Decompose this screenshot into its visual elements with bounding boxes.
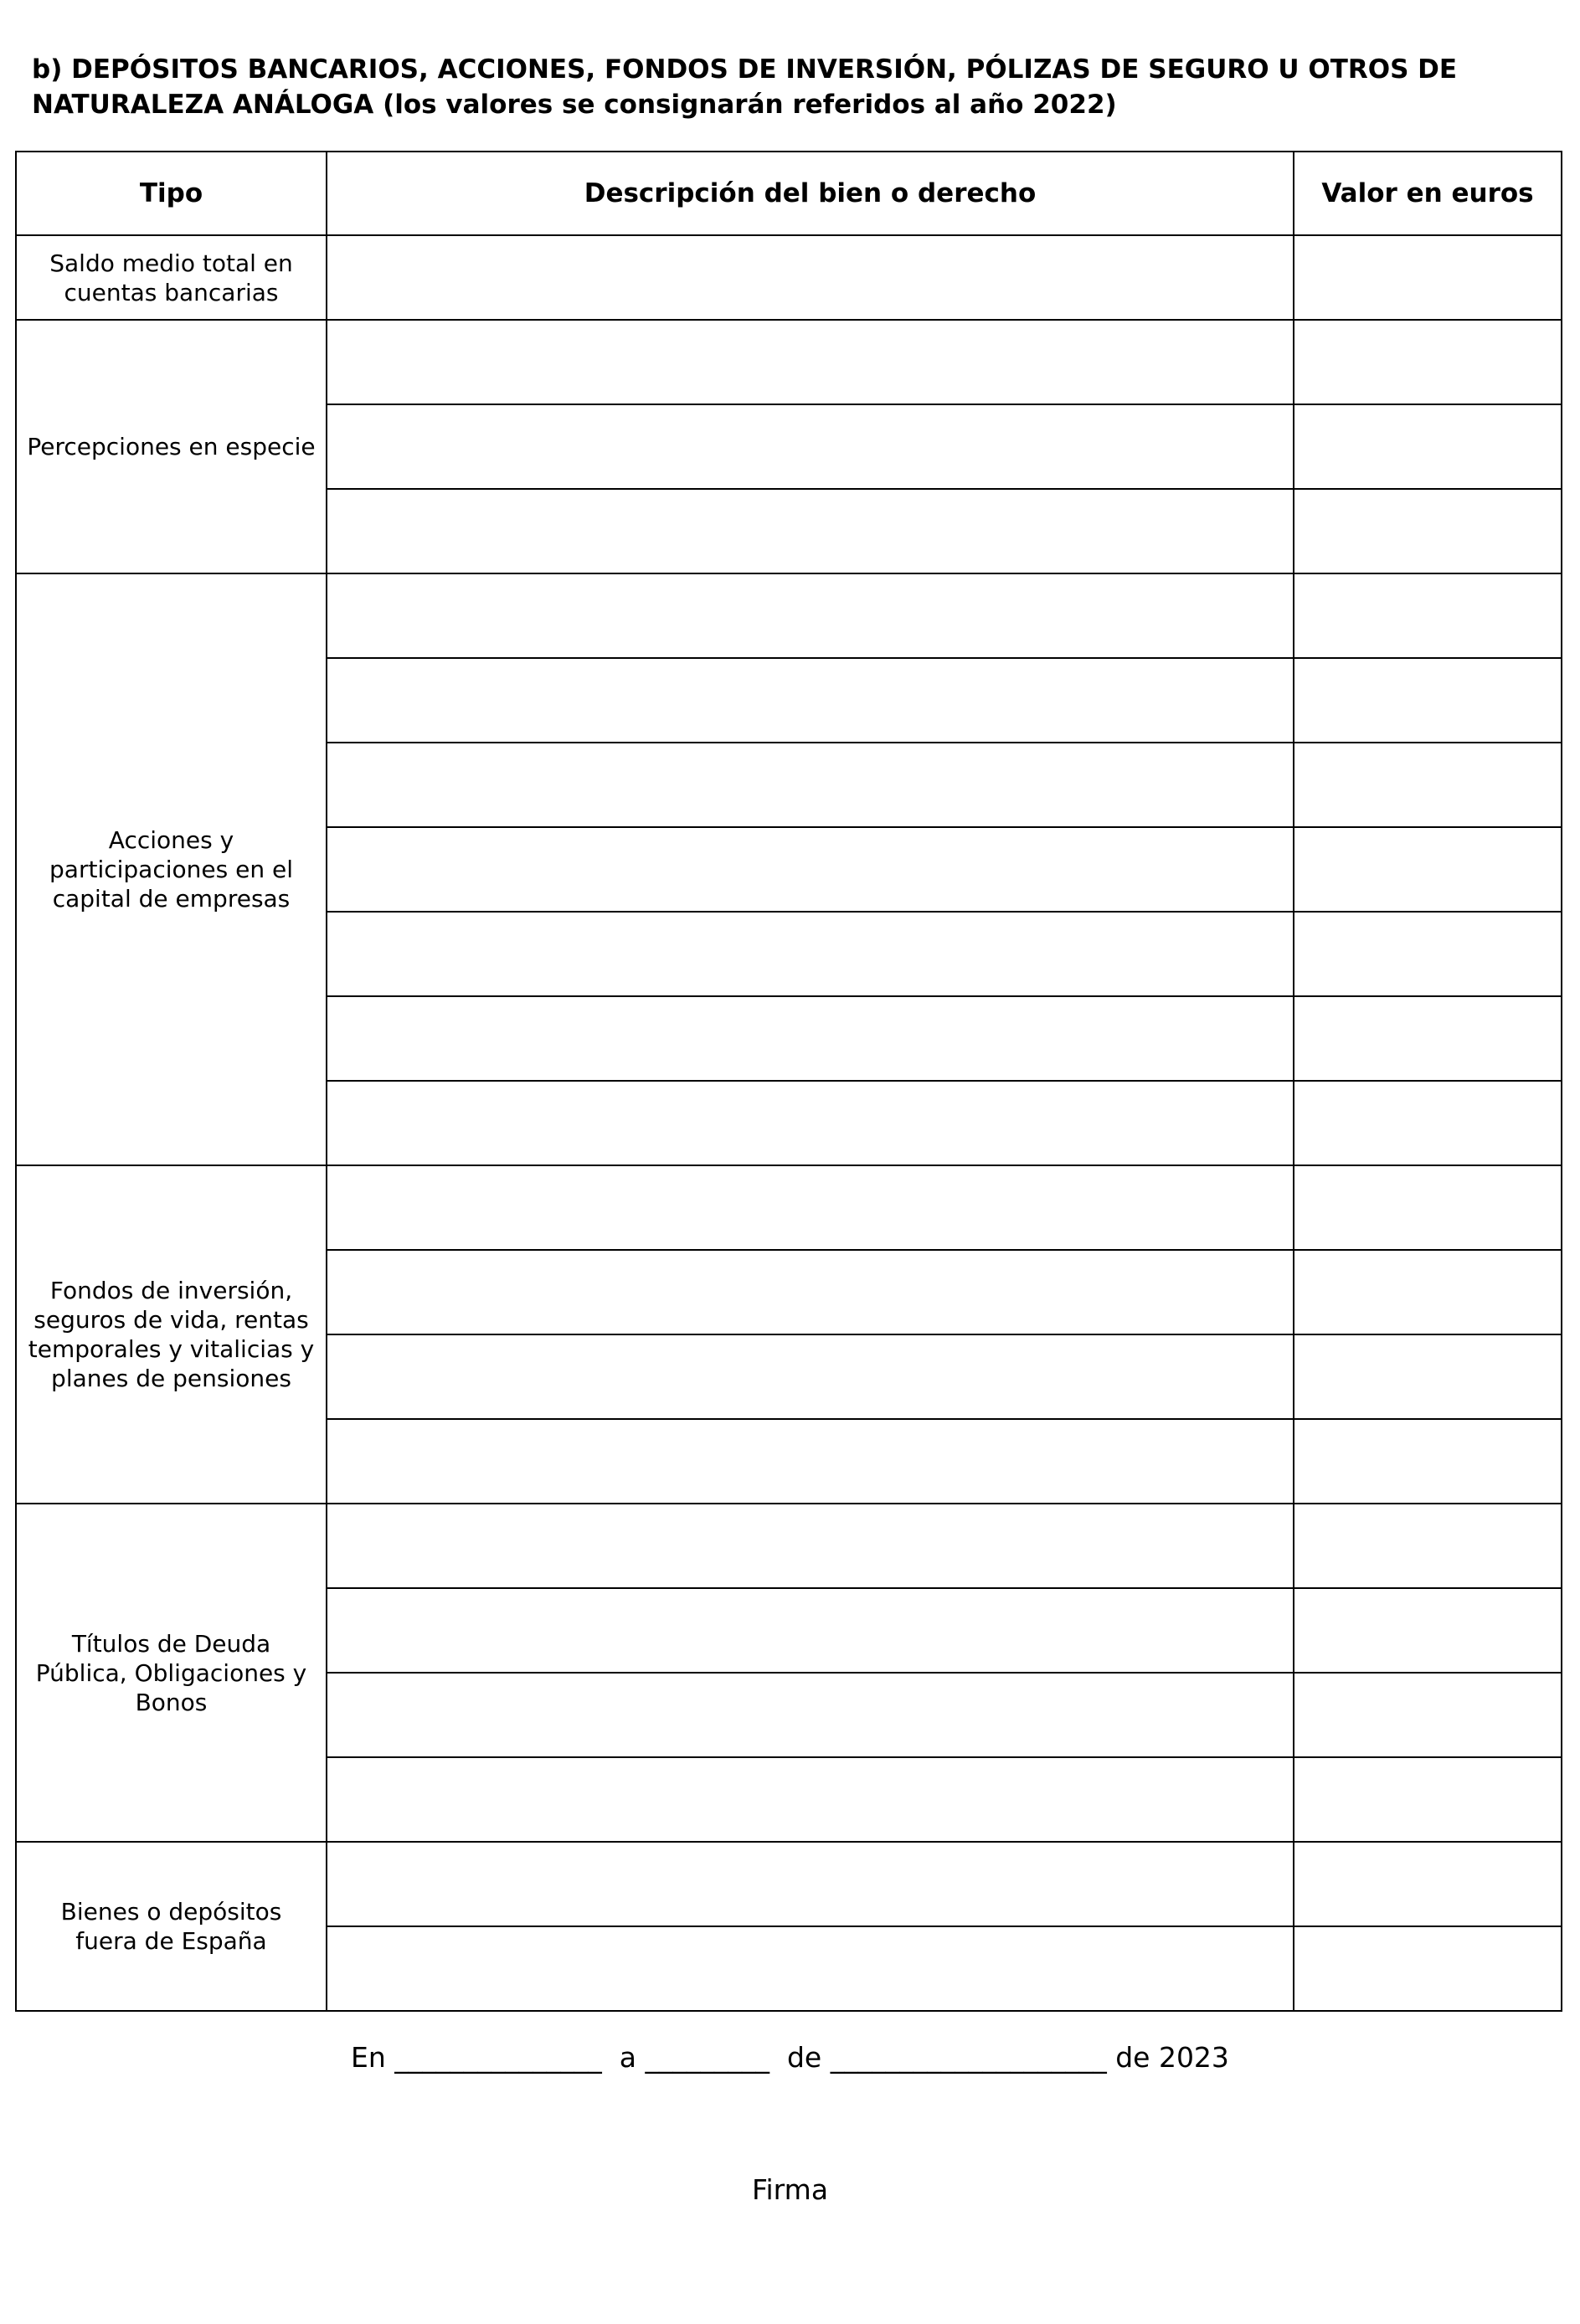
description-cell[interactable]: [327, 1419, 1294, 1504]
description-cell[interactable]: [327, 1165, 1294, 1250]
table-row: [16, 1842, 1562, 1926]
assets-table: [15, 151, 1562, 2012]
description-cell[interactable]: [327, 1842, 1294, 1926]
value-cell[interactable]: [1294, 1334, 1562, 1419]
value-cell[interactable]: [1294, 827, 1562, 912]
description-cell[interactable]: [327, 912, 1294, 996]
description-cell[interactable]: [327, 1757, 1294, 1842]
row-type-label: Fondos de inversión, seguros de vida, rentas temporales y vitalicias y planes de pensiones: [16, 1165, 327, 1504]
table-row: [16, 235, 1562, 320]
value-cell[interactable]: [1294, 1842, 1562, 1926]
value-cell[interactable]: [1294, 1419, 1562, 1504]
value-cell[interactable]: [1294, 404, 1562, 489]
row-type-label: Títulos de Deuda Pública, Obligaciones y Bonos: [16, 1504, 327, 1842]
date-place-line: En _______________ a _________ de ____________________ de 2023: [351, 2041, 1229, 2074]
column-header-valor: Valor en euros: [1294, 152, 1562, 235]
value-cell[interactable]: [1294, 1250, 1562, 1334]
value-cell[interactable]: [1294, 1165, 1562, 1250]
signature-label: Firma: [751, 2173, 829, 2206]
description-cell[interactable]: [327, 1504, 1294, 1588]
description-cell[interactable]: [327, 1588, 1294, 1673]
table-row: [16, 320, 1562, 404]
description-cell[interactable]: [327, 1250, 1294, 1334]
value-cell[interactable]: [1294, 489, 1562, 573]
description-cell[interactable]: [327, 320, 1294, 404]
table-body: [16, 235, 1562, 2011]
column-header-descripcion: Descripción del bien o derecho: [327, 152, 1294, 235]
row-type-label: Bienes o depósitos fuera de España: [16, 1842, 327, 2011]
value-cell[interactable]: [1294, 573, 1562, 658]
description-cell[interactable]: [327, 996, 1294, 1081]
table-row: [16, 573, 1562, 658]
table-header-row: [16, 152, 1562, 235]
value-cell[interactable]: [1294, 1757, 1562, 1842]
value-cell[interactable]: [1294, 235, 1562, 320]
value-cell[interactable]: [1294, 912, 1562, 996]
value-cell[interactable]: [1294, 1673, 1562, 1757]
description-cell[interactable]: [327, 1673, 1294, 1757]
description-cell[interactable]: [327, 1334, 1294, 1419]
table-row: [16, 1504, 1562, 1588]
description-cell[interactable]: [327, 404, 1294, 489]
description-cell[interactable]: [327, 489, 1294, 573]
section-heading-note: (los valores se consignarán referidos al año 2022): [373, 90, 1117, 120]
value-cell[interactable]: [1294, 320, 1562, 404]
column-header-tipo: Tipo: [16, 152, 327, 235]
description-cell[interactable]: [327, 1081, 1294, 1165]
value-cell[interactable]: [1294, 658, 1562, 743]
section-heading-title: b) DEPÓSITOS BANCARIOS, ACCIONES, FONDOS DE INVERSIÓN, PÓLIZAS DE SEGURO U OTROS DE NATURALEZA ANÁLOGA: [32, 54, 1458, 120]
description-cell[interactable]: [327, 1926, 1294, 2011]
value-cell[interactable]: [1294, 1588, 1562, 1673]
description-cell[interactable]: [327, 827, 1294, 912]
row-type-label: Acciones y participaciones en el capital de empresas: [16, 573, 327, 1165]
value-cell[interactable]: [1294, 1081, 1562, 1165]
value-cell[interactable]: [1294, 996, 1562, 1081]
description-cell[interactable]: [327, 573, 1294, 658]
description-cell[interactable]: [327, 658, 1294, 743]
table-row: [16, 1165, 1562, 1250]
description-cell[interactable]: [327, 743, 1294, 827]
value-cell[interactable]: [1294, 1926, 1562, 2011]
description-cell[interactable]: [327, 235, 1294, 320]
row-type-label: Percepciones en especie: [16, 320, 327, 573]
row-type-label: Saldo medio total en cuentas bancarias: [16, 235, 327, 320]
section-heading: [32, 52, 1539, 122]
value-cell[interactable]: [1294, 743, 1562, 827]
value-cell[interactable]: [1294, 1504, 1562, 1588]
